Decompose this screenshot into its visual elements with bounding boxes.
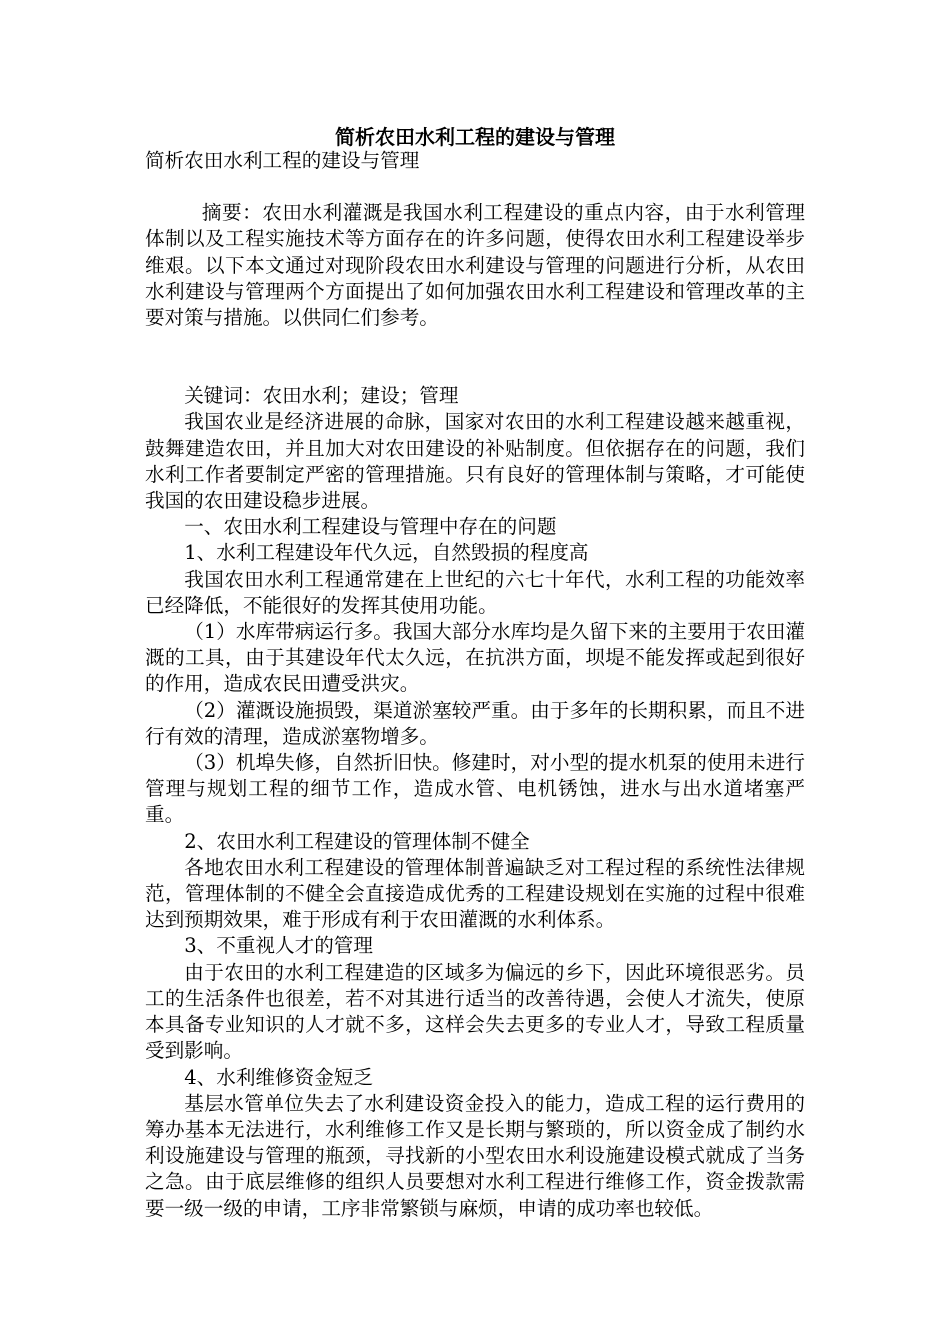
document-body [145, 148, 805, 1222]
list-item-paragraph: （1）水库带病运行多。我国大部分水库均是久留下来的主要用于农田灌溉的工具，由于其建设年代太久远，在抗洪方面，坝堤不能发挥或起到很好的作用，造成农民田遭受洪灾。 [145, 620, 805, 696]
document-title: 简析农田水利工程的建设与管理 [335, 125, 615, 149]
subsection-heading: 3、不重视人才的管理 [184, 934, 373, 958]
body-paragraph: 由于农田的水利工程建造的区域多为偏远的乡下，因此环境很恶劣。员工的生活条件也很差，若不对其进行适当的改善待遇，会使人才流失，使原本具备专业知识的人才就不多，这样会失去更多的专业人才，导致工程质量受到影响。 [145, 960, 805, 1063]
body-paragraph: 基层水管单位失去了水利建设资金投入的能力，造成工程的运行费用的筹办基本无法进行，水利维修工作又是长期与繁琐的，所以资金成了制约水利设施建设与管理的瓶颈，寻找新的小型农田水利设施建设模式就成了当务之急。由于底层维修的组织人员要想对水利工程进行维修工作，资金拨款需要一级一级的申请，工序非常繁锁与麻烦，申请的成功率也较低。 [145, 1091, 805, 1220]
subsection-heading: 2、农田水利工程建设的管理体制不健全 [184, 829, 530, 853]
list-item-paragraph: （2）灌溉设施损毁，渠道淤塞较严重。由于多年的长期积累，而且不进行有效的清理，造成淤塞物增多。 [145, 698, 805, 748]
subsection-heading: 1、水利工程建设年代久远，自然毁损的程度高 [184, 541, 589, 565]
list-item-paragraph: （3）机埠失修，自然折旧快。修建时，对小型的提水机泵的使用未进行管理与规划工程的细节工作，造成水管、电机锈蚀，进水与出水道堵塞严重。 [145, 751, 805, 827]
keywords-line: 关键词：农田水利；建设；管理 [184, 384, 459, 408]
body-paragraph: 我国农业是经济进展的命脉，国家对农田的水利工程建设越来越重视，鼓舞建造农田，并且加大对农田建设的补贴制度。但依据存在的问题，我们水利工作者要制定严密的管理措施。只有良好的管理体制与策略，才可能使我国的农田建设稳步进展。 [145, 410, 805, 513]
abstract-paragraph: 摘要：农田水利灌溉是我国水利工程建设的重点内容，由于水利管理体制以及工程实施技术等方面存在的许多问题，使得农田水利工程建设举步维艰。以下本文通过对现阶段农田水利建设与管理的问题进行分析，从农田水利建设与管理两个方面提出了如何加强农田水利工程建设和管理改革的主要对策与措施。以供同仁们参考。 [145, 201, 805, 330]
document-subtitle: 简析农田水利工程的建设与管理 [145, 149, 420, 172]
body-paragraph: 各地农田水利工程建设的管理体制普遍缺乏对工程过程的系统性法律规范，管理体制的不健全会直接造成优秀的工程建设规划在实施的过程中很难达到预期效果，难于形成有利于农田灌溉的水利体系。 [145, 855, 805, 932]
blank-line [145, 174, 805, 200]
blank-lines [145, 331, 805, 383]
body-paragraph: 我国农田水利工程通常建在上世纪的六七十年代，水利工程的功能效率已经降低，不能很好的发挥其使用功能。 [145, 567, 805, 617]
subsection-heading: 4、水利维修资金短乏 [184, 1065, 373, 1089]
section-heading: 一、农田水利工程建设与管理中存在的问题 [184, 515, 557, 539]
